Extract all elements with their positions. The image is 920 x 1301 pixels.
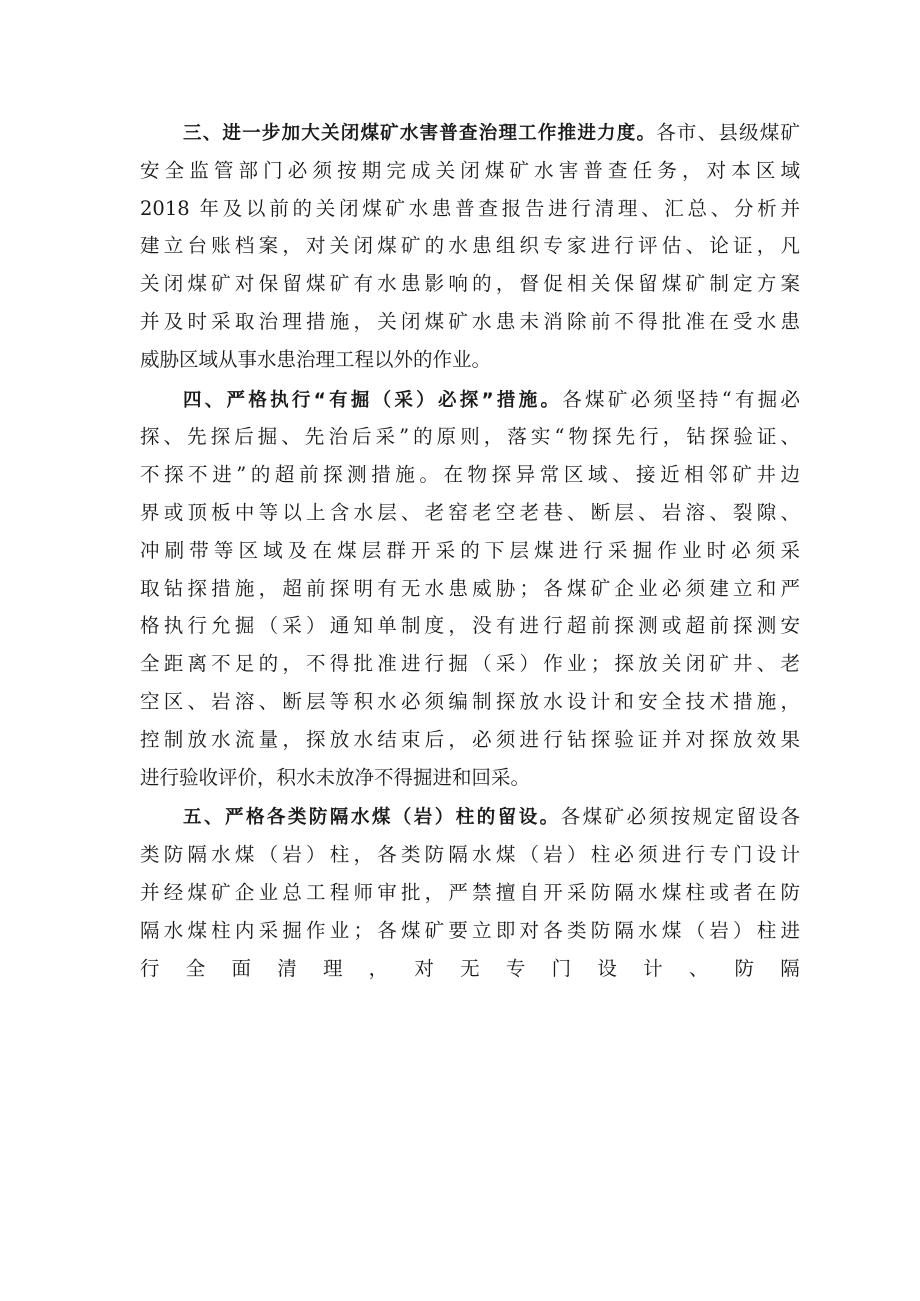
glyph: 行 bbox=[140, 956, 160, 980]
paragraph-line: 全距离不足的，不得批准进行掘（采）作业；探放关闭矿井、老 bbox=[140, 652, 800, 676]
document-body bbox=[140, 114, 800, 987]
glyph: 无 bbox=[460, 956, 480, 980]
paragraph-line: 并经煤矿企业总工程师审批，严禁擅自开采防隔水煤柱或者在防 bbox=[140, 880, 800, 904]
glyph: 专 bbox=[505, 956, 526, 980]
paragraph-line: 不探不进”的超前探测措施。在物探异常区域、接近相邻矿井边 bbox=[140, 463, 800, 487]
paragraph-line: 取钻探措施，超前探明有无水患威胁；各煤矿企业必须建立和严 bbox=[140, 576, 800, 600]
glyph: 面 bbox=[231, 956, 251, 980]
glyph: 、 bbox=[688, 956, 709, 980]
paragraph-line: 安全监管部门必须按期完成关闭煤矿水害普查任务，对本区域 bbox=[140, 158, 800, 182]
paragraph-section-5 bbox=[140, 798, 800, 987]
paragraph-section-3 bbox=[140, 114, 800, 379]
paragraph-text: 各煤矿必须坚持“有掘必 bbox=[562, 387, 800, 411]
glyph: 全 bbox=[185, 956, 206, 980]
paragraph-line: 威胁区域从事水患治理工程以外的作业。 bbox=[140, 347, 492, 371]
glyph: 防 bbox=[734, 956, 755, 980]
paragraph-line: 控制放水流量，探放水结束后，必须进行钻探验证并对探放效果 bbox=[140, 727, 800, 751]
paragraph-line: 格执行允掘（采）通知单制度，没有进行超前探测或超前探测安 bbox=[140, 614, 800, 638]
glyph: 设 bbox=[597, 956, 617, 980]
section-heading: 三、进一步加大关闭煤矿水害普查治理工作推进力度。 bbox=[183, 123, 657, 144]
paragraph-line bbox=[140, 381, 800, 419]
paragraph-section-4 bbox=[140, 381, 800, 797]
glyph: 清 bbox=[277, 956, 297, 980]
paragraph-line bbox=[140, 798, 800, 836]
paragraph-line: 2018 年及以前的关闭煤矿水患普查报告进行清理、汇总、分析并 bbox=[140, 196, 800, 220]
glyph: 门 bbox=[551, 956, 572, 980]
paragraph-line: 界或顶板中等以上含水层、老窑老空老巷、断层、岩溶、裂隙、 bbox=[140, 500, 800, 524]
paragraph-line: 进行验收评价，积水未放净不得掘进和回采。 bbox=[140, 765, 531, 789]
paragraph-line bbox=[140, 950, 800, 988]
paragraph-line: 关闭煤矿对保留煤矿有水患影响的，督促相关保留煤矿制定方案 bbox=[140, 272, 800, 296]
section-heading: 四、严格执行“有掘（采）必探”措施。 bbox=[183, 389, 563, 411]
paragraph-line: 类防隔水煤（岩）柱，各类防隔水煤（岩）柱必须进行专门设计 bbox=[140, 843, 800, 867]
paragraph-line: 并及时采取治理措施，关闭煤矿水患未消除前不得批准在受水患 bbox=[140, 309, 800, 333]
glyph: 对 bbox=[414, 956, 434, 980]
paragraph-text: 各煤矿必须按规定留设各 bbox=[560, 805, 800, 829]
paragraph-line: 隔水煤柱内采掘作业；各煤矿要立即对各类防隔水煤（岩）柱进 bbox=[140, 918, 800, 942]
glyph: ， bbox=[368, 956, 389, 980]
paragraph-line: 建立台账档案，对关闭煤矿的水患组织专家进行评估、论证，凡 bbox=[140, 234, 800, 258]
paragraph-line bbox=[140, 114, 800, 152]
paragraph-line: 空区、岩溶、断层等积水必须编制探放水设计和安全技术措施， bbox=[140, 689, 800, 713]
section-heading: 五、严格各类防隔水煤（岩）柱的留设。 bbox=[183, 807, 561, 829]
paragraph-line: 探、先探后掘、先治后采”的原则，落实“物探先行，钻探验证、 bbox=[140, 425, 800, 449]
paragraph-text: 各市、县级煤矿 bbox=[656, 121, 800, 144]
glyph: 理 bbox=[322, 956, 343, 980]
paragraph-line: 冲刷带等区域及在煤层群开采的下层煤进行采掘作业时必须采 bbox=[140, 538, 800, 562]
glyph: 计 bbox=[643, 956, 663, 980]
glyph: 隔 bbox=[780, 956, 800, 980]
